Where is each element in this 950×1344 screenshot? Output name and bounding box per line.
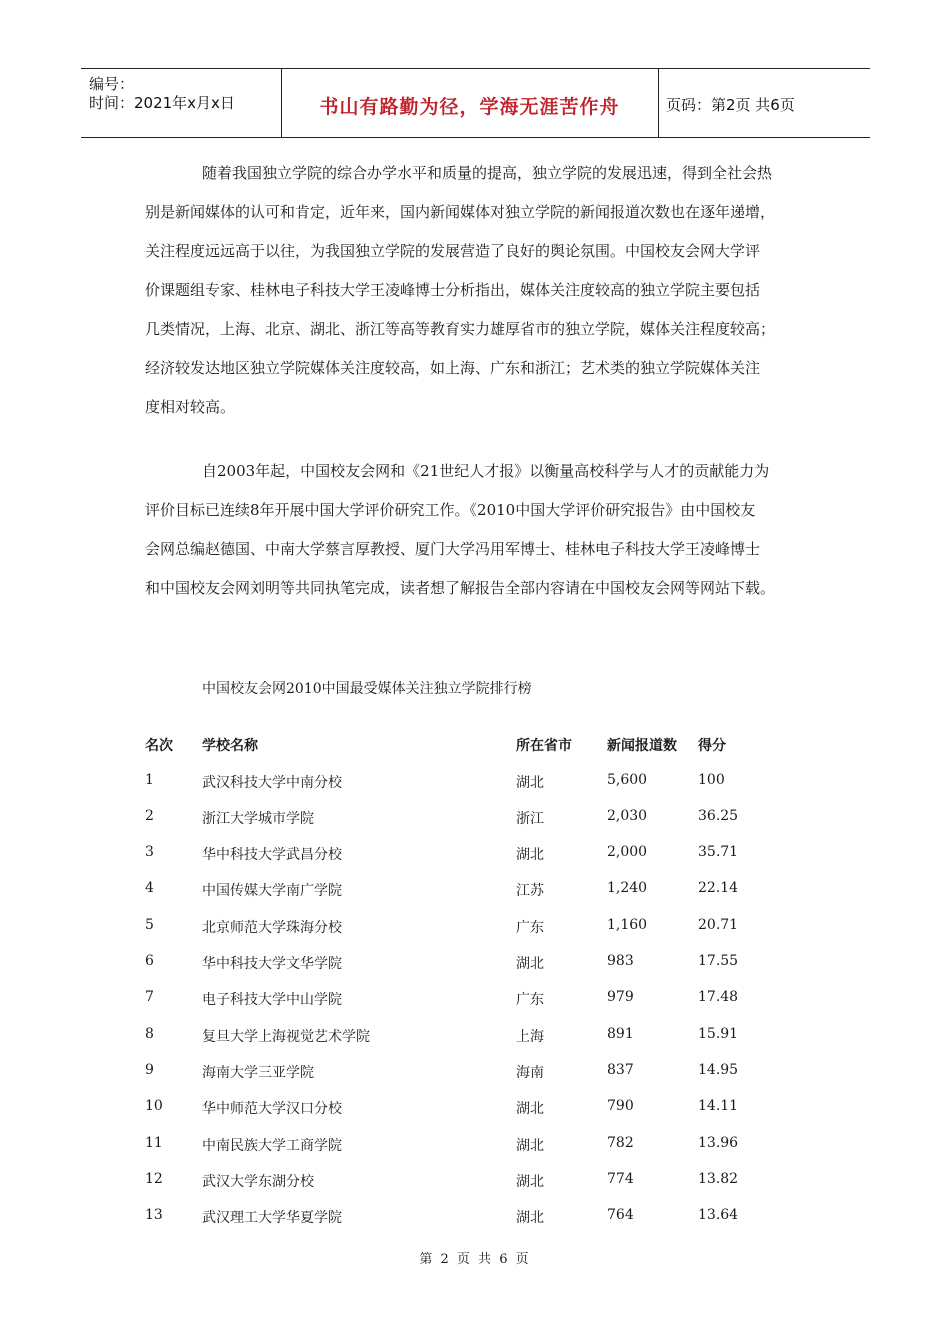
province-cell: 湖北 xyxy=(516,775,544,791)
news-count-cell: 764 xyxy=(607,1207,634,1223)
news-count-cell: 1,240 xyxy=(607,880,648,896)
page-header xyxy=(81,68,870,138)
rank-cell: 6 xyxy=(145,953,154,969)
score-cell: 36.25 xyxy=(698,808,739,824)
province-cell: 湖北 xyxy=(516,847,544,863)
school-cell: 海南大学三亚学院 xyxy=(202,1065,314,1081)
score-cell: 13.96 xyxy=(698,1135,739,1151)
col-school-header: 学校名称 xyxy=(202,738,258,754)
news-count-cell: 2,030 xyxy=(607,808,648,824)
news-count-cell: 790 xyxy=(607,1098,634,1114)
paragraph-line: 度相对较高。 xyxy=(145,398,236,416)
rank-cell: 11 xyxy=(145,1135,163,1151)
school-cell: 武汉大学东湖分校 xyxy=(202,1174,314,1190)
table-row xyxy=(0,1062,950,1082)
school-cell: 复旦大学上海视觉艺术学院 xyxy=(202,1029,370,1045)
score-cell: 100 xyxy=(698,772,725,788)
rank-cell: 2 xyxy=(145,808,154,824)
time-label: 时间：2021年x月x日 xyxy=(89,94,235,112)
school-cell: 华中师范大学汉口分校 xyxy=(202,1101,342,1117)
header-motto-cell xyxy=(281,69,659,137)
table-row xyxy=(0,1026,950,1046)
score-cell: 22.14 xyxy=(698,880,739,896)
paragraph-line: 随着我国独立学院的综合办学水平和质量的提高，独立学院的发展迅速，得到全社会热 xyxy=(202,164,773,182)
rank-cell: 12 xyxy=(145,1171,163,1187)
rank-cell: 8 xyxy=(145,1026,154,1042)
score-cell: 15.91 xyxy=(698,1026,739,1042)
page-code: 页码：第2页 共6页 xyxy=(666,96,795,114)
rank-cell: 5 xyxy=(145,917,154,933)
news-count-cell: 774 xyxy=(607,1171,634,1187)
province-cell: 湖北 xyxy=(516,1101,544,1117)
score-cell: 14.11 xyxy=(698,1098,739,1114)
col-province-header: 所在省市 xyxy=(516,738,572,754)
score-cell: 13.64 xyxy=(698,1207,739,1223)
province-cell: 湖北 xyxy=(516,1210,544,1226)
province-cell: 江苏 xyxy=(516,883,544,899)
score-cell: 35.71 xyxy=(698,844,739,860)
school-cell: 武汉科技大学中南分校 xyxy=(202,775,342,791)
rank-cell: 10 xyxy=(145,1098,163,1114)
province-cell: 广东 xyxy=(516,992,544,1008)
province-cell: 湖北 xyxy=(516,1138,544,1154)
news-count-cell: 979 xyxy=(607,989,634,1005)
table-title: 中国校友会网2010中国最受媒体关注独立学院排行榜 xyxy=(202,681,532,697)
school-cell: 电子科技大学中山学院 xyxy=(202,992,342,1008)
province-cell: 海南 xyxy=(516,1065,544,1081)
col-score-header: 得分 xyxy=(698,738,726,754)
table-header xyxy=(0,735,950,755)
news-count-cell: 2,000 xyxy=(607,844,648,860)
table-row xyxy=(0,844,950,864)
table-row xyxy=(0,1171,950,1191)
table-row xyxy=(0,808,950,828)
paragraph-line: 和中国校友会网刘明等共同执笔完成，读者想了解报告全部内容请在中国校友会网等网站下载。 xyxy=(145,579,776,597)
col-rank-header: 名次 xyxy=(145,738,173,754)
col-news-count-header: 新闻报道数 xyxy=(607,738,677,754)
school-cell: 中南民族大学工商学院 xyxy=(202,1138,342,1154)
paragraph-line: 别是新闻媒体的认可和肯定，近年来，国内新闻媒体对独立学院的新闻报道次数也在逐年递增， xyxy=(145,203,776,221)
serial-label: 编号： xyxy=(89,75,135,93)
score-cell: 20.71 xyxy=(698,917,739,933)
province-cell: 上海 xyxy=(516,1029,544,1045)
rank-cell: 7 xyxy=(145,989,154,1005)
news-count-cell: 5,600 xyxy=(607,772,648,788)
rank-cell: 4 xyxy=(145,880,154,896)
school-cell: 中国传媒大学南广学院 xyxy=(202,883,342,899)
page-footer: 第 2 页 共 6 页 xyxy=(419,1252,531,1267)
motto: 书山有路勤为径，学海无涯苦作舟 xyxy=(319,96,620,118)
rank-cell: 3 xyxy=(145,844,154,860)
score-cell: 17.55 xyxy=(698,953,739,969)
table-row xyxy=(0,880,950,900)
table-row xyxy=(0,917,950,937)
table-row xyxy=(0,1098,950,1118)
rank-cell: 13 xyxy=(145,1207,163,1223)
news-count-cell: 1,160 xyxy=(607,917,648,933)
header-meta-cell xyxy=(81,69,282,137)
province-cell: 浙江 xyxy=(516,811,544,827)
header-page-cell xyxy=(658,69,870,137)
table-row xyxy=(0,989,950,1009)
score-cell: 17.48 xyxy=(698,989,739,1005)
paragraph-line: 关注程度远远高于以往，为我国独立学院的发展营造了良好的舆论氛围。中国校友会网大学评 xyxy=(145,242,761,260)
paragraph-line: 评价目标已连续8年开展中国大学评价研究工作。《2010中国大学评价研究报告》由中国校友 xyxy=(145,501,756,519)
news-count-cell: 782 xyxy=(607,1135,634,1151)
paragraph-line: 会网总编赵德国、中南大学蔡言厚教授、厦门大学冯用军博士、桂林电子科技大学王凌峰博士 xyxy=(145,540,761,558)
score-cell: 14.95 xyxy=(698,1062,739,1078)
paragraph-line: 价课题组专家、桂林电子科技大学王凌峰博士分析指出，媒体关注度较高的独立学院主要包括 xyxy=(145,281,761,299)
school-cell: 华中科技大学文华学院 xyxy=(202,956,342,972)
rank-cell: 9 xyxy=(145,1062,154,1078)
school-cell: 华中科技大学武昌分校 xyxy=(202,847,342,863)
province-cell: 广东 xyxy=(516,920,544,936)
news-count-cell: 983 xyxy=(607,953,634,969)
province-cell: 湖北 xyxy=(516,1174,544,1190)
school-cell: 浙江大学城市学院 xyxy=(202,811,314,827)
school-cell: 武汉理工大学华夏学院 xyxy=(202,1210,342,1226)
rank-cell: 1 xyxy=(145,772,154,788)
province-cell: 湖北 xyxy=(516,956,544,972)
paragraph-line: 自2003年起，中国校友会网和《21世纪人才报》以衡量高校科学与人才的贡献能力为 xyxy=(202,462,770,480)
table-row xyxy=(0,1135,950,1155)
paragraph-line: 经济较发达地区独立学院媒体关注度较高，如上海、广东和浙江；艺术类的独立学院媒体关注 xyxy=(145,359,761,377)
school-cell: 北京师范大学珠海分校 xyxy=(202,920,342,936)
news-count-cell: 837 xyxy=(607,1062,634,1078)
paragraph-line: 几类情况，上海、北京、湖北、浙江等高等教育实力雄厚省市的独立学院，媒体关注程度较高； xyxy=(145,320,776,338)
score-cell: 13.82 xyxy=(698,1171,739,1187)
table-row xyxy=(0,953,950,973)
table-row xyxy=(0,1207,950,1227)
news-count-cell: 891 xyxy=(607,1026,634,1042)
table-row xyxy=(0,772,950,792)
